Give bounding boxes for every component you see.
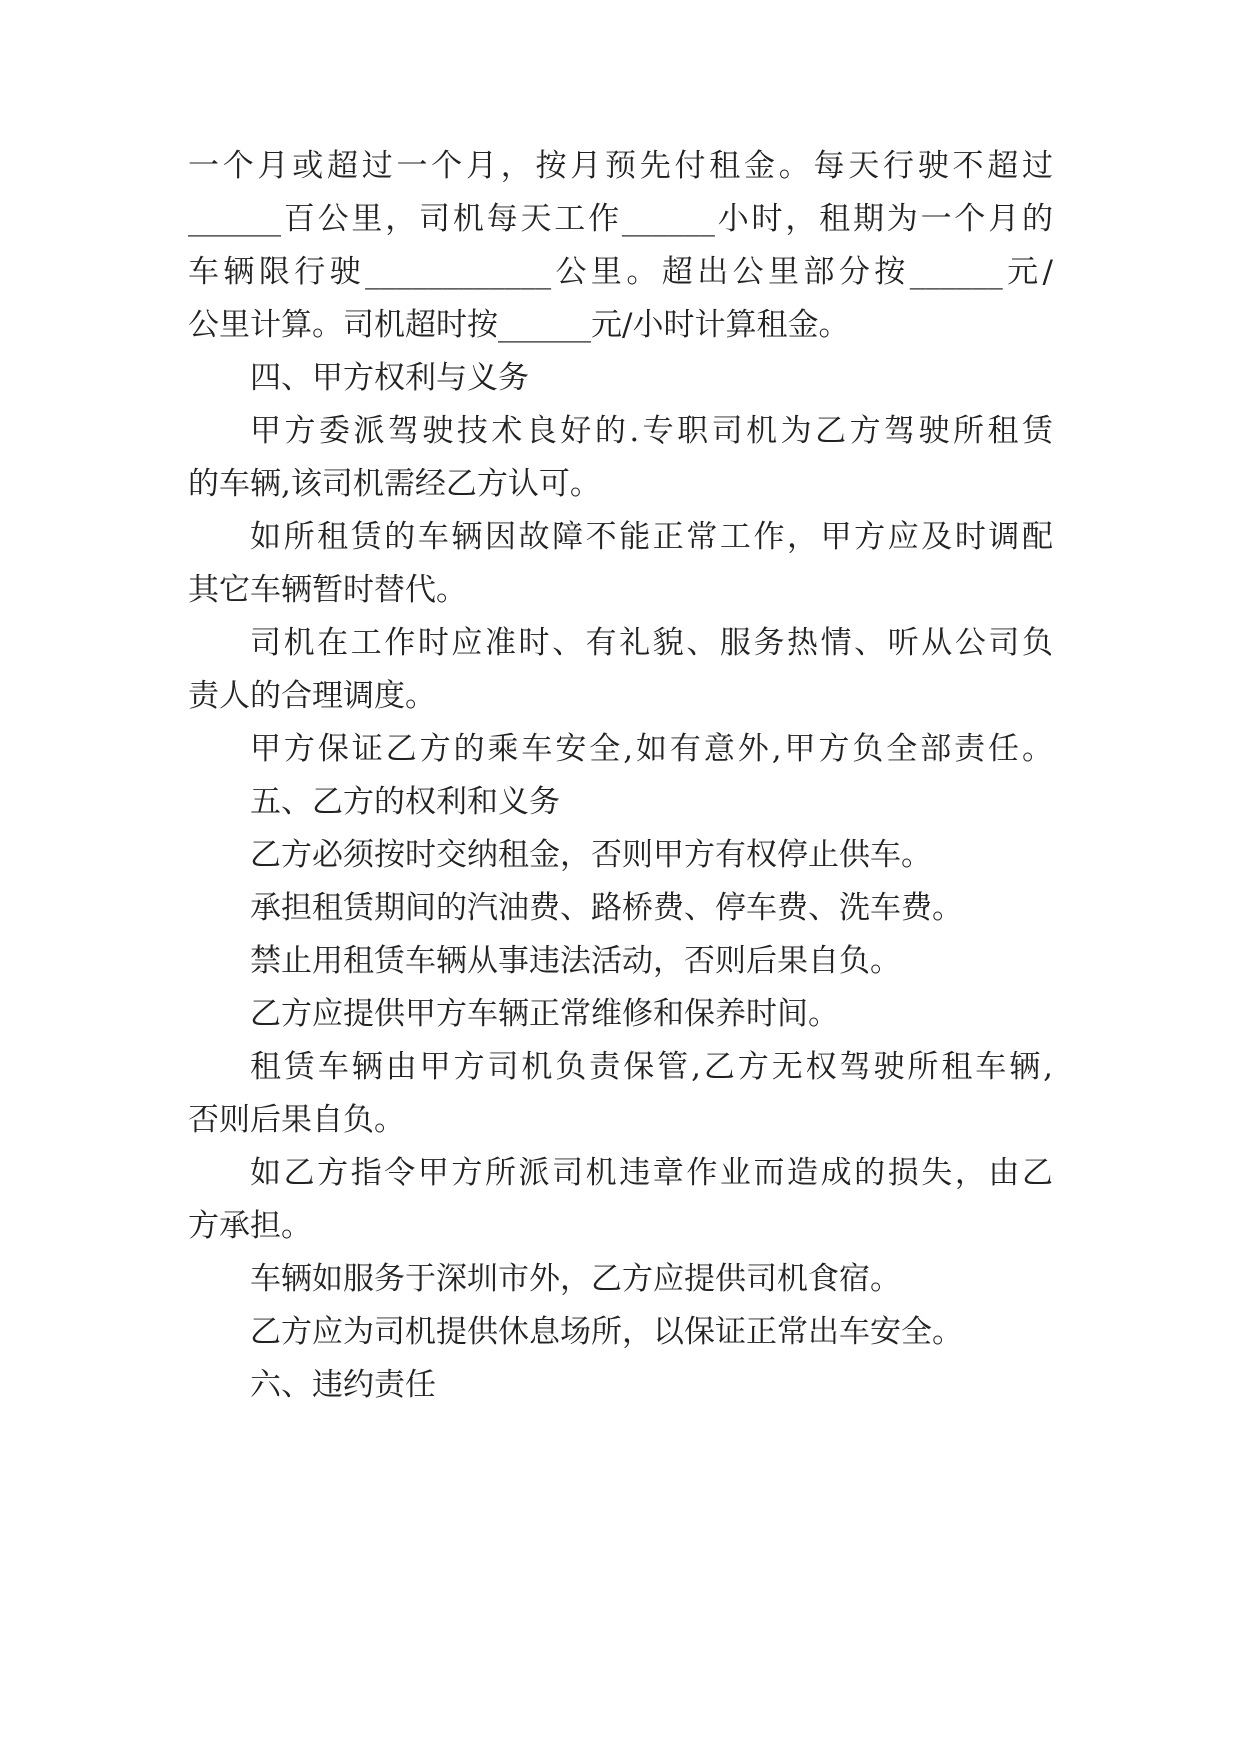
section-heading: 四、甲方权利与义务	[250, 360, 529, 396]
text-line: 车辆限行驶____________公里。超出公里部分按______元/	[188, 254, 1053, 290]
text-line: 乙方应为司机提供休息场所，以保证正常出车安全。	[250, 1314, 963, 1350]
text-line: 司机在工作时应准时、有礼貌、服务热情、听从公司负	[250, 625, 1053, 661]
text-line: 如所租赁的车辆因故障不能正常工作，甲方应及时调配	[250, 519, 1053, 555]
text-line: 乙方必须按时交纳租金，否则甲方有权停止供车。	[250, 837, 932, 873]
text-line: 一个月或超过一个月，按月预先付租金。每天行驶不超过	[188, 148, 1053, 184]
text-line: 公里计算。司机超时按______元/小时计算租金。	[188, 307, 850, 343]
text-line: 禁止用租赁车辆从事违法活动，否则后果自负。	[250, 943, 901, 979]
text-line: 如乙方指令甲方所派司机违章作业而造成的损失，由乙	[250, 1155, 1053, 1191]
text-line: 方承担。	[188, 1208, 312, 1244]
section-heading: 五、乙方的权利和义务	[250, 784, 560, 820]
text-line: 乙方应提供甲方车辆正常维修和保养时间。	[250, 996, 839, 1032]
text-line: 责人的合理调度。	[188, 678, 436, 714]
text-line: 承担租赁期间的汽油费、路桥费、停车费、洗车费。	[250, 890, 963, 926]
text-line: 否则后果自负。	[188, 1102, 405, 1138]
text-line: 的车辆,该司机需经乙方认可。	[188, 466, 601, 502]
text-line: 租赁车辆由甲方司机负责保管,乙方无权驾驶所租车辆,	[250, 1049, 1053, 1085]
text-line: 甲方保证乙方的乘车安全,如有意外,甲方负全部责任。	[250, 731, 1053, 767]
section-heading: 六、违约责任	[250, 1367, 436, 1403]
text-line: 车辆如服务于深圳市外，乙方应提供司机食宿。	[250, 1261, 901, 1297]
text-line: 其它车辆暂时替代。	[188, 572, 467, 608]
text-line: 甲方委派驾驶技术良好的.专职司机为乙方驾驶所租赁	[250, 413, 1053, 449]
text-line: ______百公里，司机每天工作______小时，租期为一个月的	[188, 201, 1053, 237]
